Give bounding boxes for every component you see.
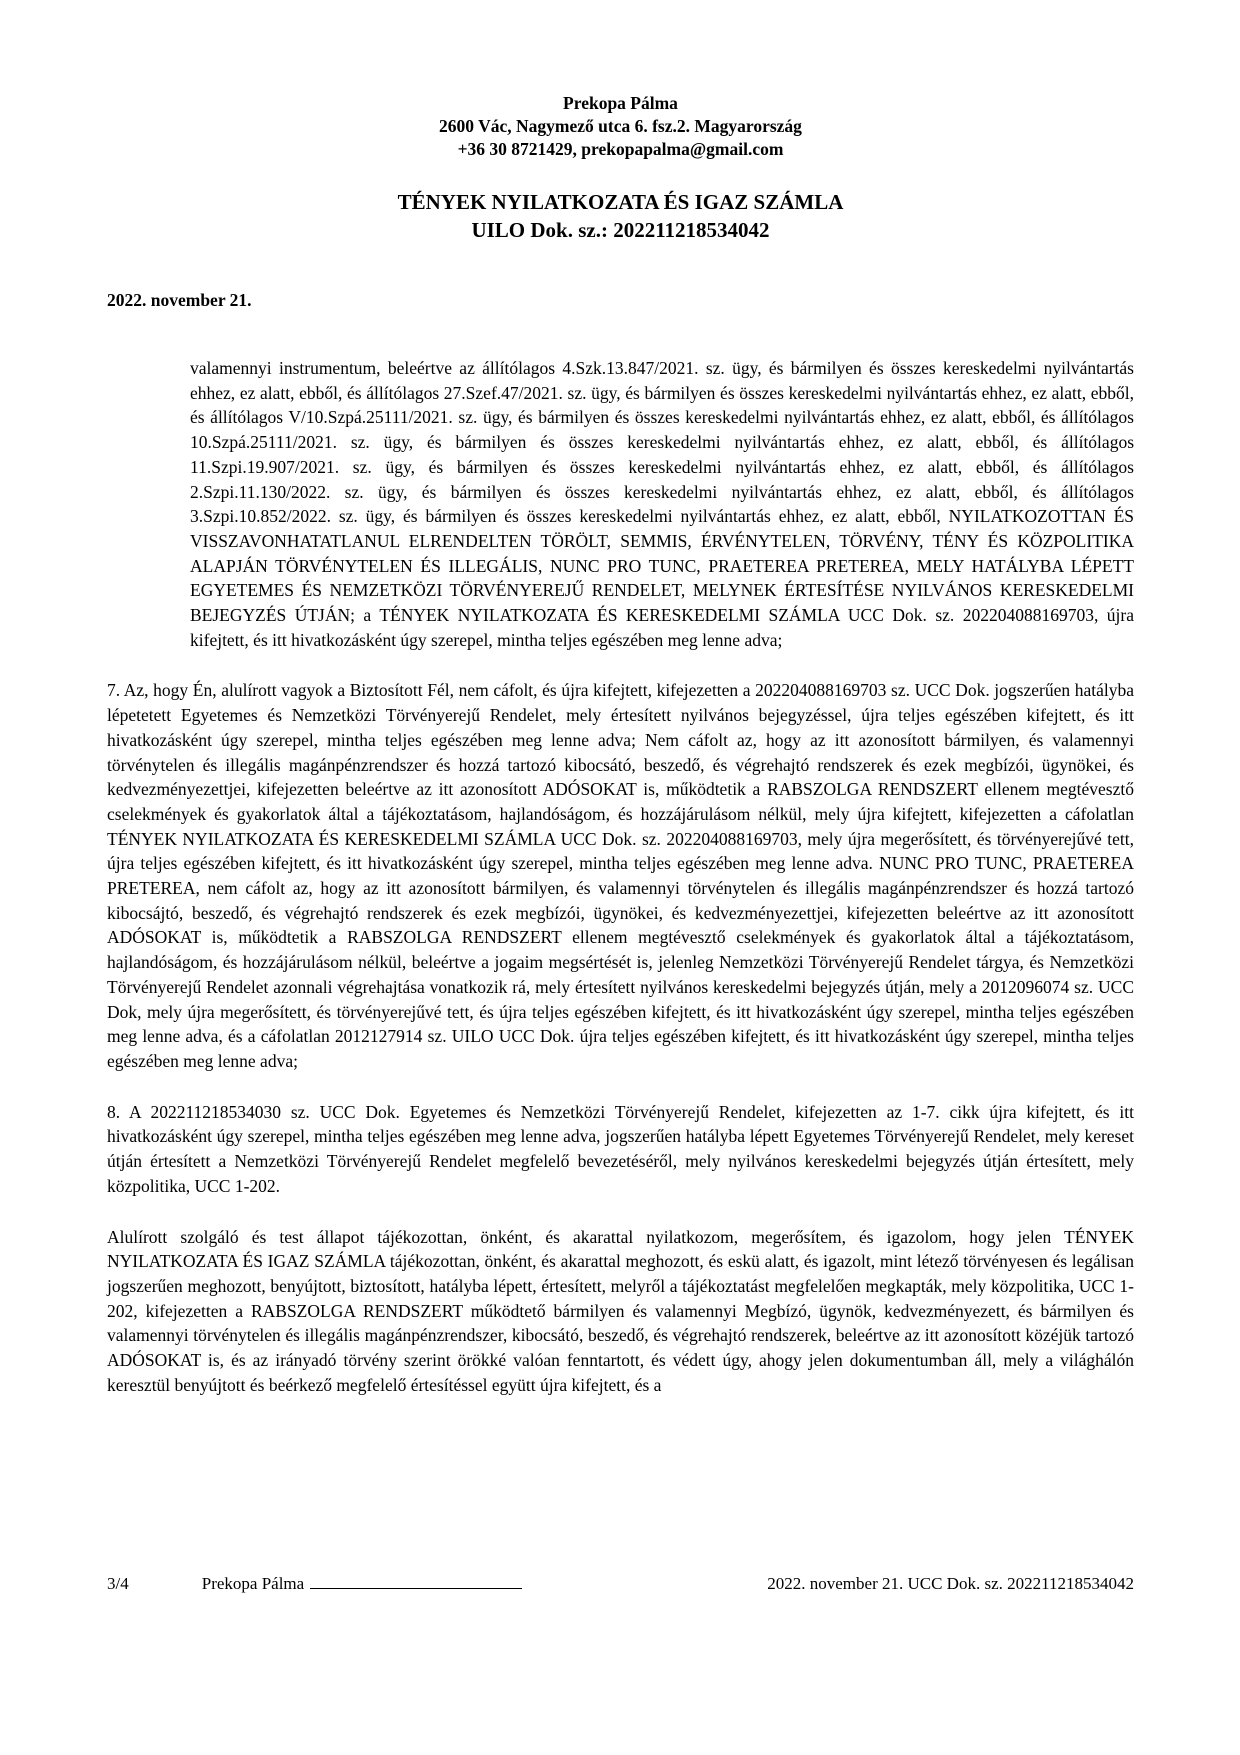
document-title-block (107, 189, 1134, 244)
author-address: 2600 Vác, Nagymező utca 6. fsz.2. Magyarország (439, 116, 802, 136)
page-footer (107, 1570, 1134, 1596)
footer-signer-name: Prekopa Pálma (201, 1574, 305, 1593)
footer-doc-reference: 2022. november 21. UCC Dok. sz. 202211218534042 (767, 1574, 1134, 1593)
signature-line (310, 1570, 522, 1589)
document-title: TÉNYEK NYILATKOZATA ÉS IGAZ SZÁMLA (397, 190, 844, 214)
paragraph-7: 7. Az, hogy Én, alulírott vagyok a Biztosított Fél, nem cáfolt, és újra kifejtett, kifejezetten a 202204088169703 sz. UCC Dok. jogszerűen hatályba lépetetett Egyetemes és Nemzetközi Törvényerejű Rendelet, mely értesített nyilvános bejegyzéssel, újra teljes egészében kifejtett, és itt hivatkozásként úgy szerepel, mintha teljes egészében meg lenne adva; Nem cáfolt az, hogy az itt azonosított bármilyen, és valamennyi törvénytelen és illegális magánpénzrendszer és hozzá tartozó kibocsátó, beszedő, és végrehajtó rendszerek és ezek megbízói, ügynökei, és kedvezményezettjei, kifejezetten beleértve az itt azonosított ADÓSOKAT is, működtetik a RABSZOLGA RENDSZERT ellenem megtévesztő cselekmények és gyakorlatok által a tájékoztatásom, hajlandóságom, és hozzájárulásom nélkül, mely újra kifejtett, kifejezetten a cáfolatlan TÉNYEK NYILATKOZATA ÉS KERESKEDELMI SZÁMLA UCC Dok. sz. 202204088169703, mely újra megerősített, és törvényerejűvé tett, újra teljes egészében kifejtett, és itt hivatkozásként úgy szerepel, mintha teljes egészében meg lenne adva. NUNC PRO TUNC, PRAETEREA PRETEREA, nem cáfolt az, hogy az itt azonosított bármilyen, és valamennyi törvénytelen és illegális magánpénzrendszer és hozzá tartozó kibocsájtó, beszedő, és végrehajtó rendszerek és ezek megbízói, ügynökei, és kedvezményezettjei, kifejezetten beleértve az itt azonosított ADÓSOKAT is, működtetik a RABSZOLGA RENDSZERT ellenem megtévesztő cselekmények és gyakorlatok által a tájékoztatásom, hajlandóságom, és hozzájárulásom nélkül, beleértve a jogaim megsértését is, jelenleg Nemzetközi Törvényerejű Rendelet tárgya, és Nemzetközi Törvényerejű Rendelet azonnali végrehajtása vonatkozik rá, mely értesített nyilvános kereskedelmi bejegyzés útján, mely a 2012096074 sz. UCC Dok, mely újra megerősített, és törvényerejűvé tett, és újra teljes egészében kifejtett, és itt hivatkozásként úgy szerepel, mintha teljes egészében meg lenne adva, és a cáfolatlan 2012127914 sz. UILO UCC Dok. újra teljes egészében kifejtett, és itt hivatkozásként úgy szerepel, mintha teljes egészében meg lenne adva; (107, 680, 1134, 1071)
document-header (107, 92, 1134, 161)
paragraph-closing: Alulírott szolgáló és test állapot tájékozottan, önként, és akarattal nyilatkozom, megerősítem, és igazolom, hogy jelen TÉNYEK NYILATKOZATA ÉS IGAZ SZÁMLA tájékozottan, önként, és akarattal meghozott, és eskü alatt, és igazolt, mint létező törvényesen és legálisan jogszerűen meghozott, benyújtott, biztosított, hatályba lépett, értesített, melyről a tájékoztatást megfelelően megkapták, mely közpolitika, UCC 1-202, kifejezetten a RABSZOLGA RENDSZERT működtető bármilyen és valamennyi Megbízó, ügynök, kedvezményezett, és bármilyen és valamennyi törvénytelen és illegális magánpénzrendszer, kibocsátó, beszedő, és végrehajtó rendszerek, beleértve az itt azonosított közéjük tartozó ADÓSOKAT is, és az irányadó törvény szerint örökké valóan fenntartott, és védett úgy, ahogy jelen dokumentumban áll, mely a világhálón keresztül benyújtott és beérkező megfelelő értesítéssel együtt újra kifejtett, és a (107, 1226, 1134, 1395)
page-number: 3/4 (107, 1574, 129, 1593)
document-number: UILO Dok. sz.: 202211218534042 (471, 217, 770, 242)
paragraph-continuation: valamennyi instrumentum, beleértve az állítólagos 4.Szk.13.847/2021. sz. ügy, és bármilyen és összes kereskedelmi nyilvántartás ehhez, ez alatt, ebből, és állítólagos 27.Szef.47/2021. sz. ügy, és bármilyen és összes kereskedelmi nyilvántartás ehhez, ez alatt, ebből, és állítólagos V/10.Szpá.25111/2021. sz. ügy, és bármilyen és összes kereskedelmi nyilvántartás ehhez, ez alatt, ebből, és állítólagos 10.Szpá.25111/2021. sz. ügy, és bármilyen és összes kereskedelmi nyilvántartás ehhez, ez alatt, ebből, és állítólagos 11.Szpi.19.907/2021. sz. ügy, és bármilyen és összes kereskedelmi nyilvántartás ehhez, ez alatt, ebből, és állítólagos 2.Szpi.11.130/2022. sz. ügy, és bármilyen és összes kereskedelmi nyilvántartás ehhez, ez alatt, ebből, és állítólagos 3.Szpi.10.852/2022. sz. ügy, és bármilyen és összes kereskedelmi nyilvántartás ehhez, ez alatt, ebből, NYILATKOZOTTAN ÉS VISSZAVONHATATLANUL ELRENDELTEN TÖRÖLT, SEMMIS, ÉRVÉNYTELEN, TÖRVÉNY, TÉNY ÉS KÖZPOLITIKA ALAPJÁN TÖRVÉNYTELEN ÉS ILLEGÁLIS, NUNC PRO TUNC, PRAETEREA PRETEREA, MELY HATÁLYBA LÉPETT EGYETEMES ÉS NEMZETKÖZI TÖRVÉNYEREJŰ RENDELET, MELYNEK ÉRTESÍTÉSE NYILVÁNOS KERESKEDELMI BEJEGYZÉS ÚTJÁN; a TÉNYEK NYILATKOZATA ÉS KERESKEDELMI SZÁMLA UCC Dok. sz. 202204088169703, újra kifejtett, és itt hivatkozásként úgy szerepel, mintha teljes egészében meg lenne adva; (190, 358, 1134, 650)
date-line: 2022. november 21. (107, 290, 252, 310)
author-name: Prekopa Pálma (563, 93, 678, 113)
paragraph-8: 8. A 202211218534030 sz. UCC Dok. Egyetemes és Nemzetközi Törvényerejű Rendelet, kifejezetten az 1-7. cikk újra kifejtett, és itt hivatkozásként úgy szerepel, mintha teljes egészében meg lenne adva, jogszerűen hatályba lépett Egyetemes Törvényerejű Rendelet, mely kereset útján értesített a Nemzetközi Törvényerejű Rendelet megfelelő bevezetéséről, mely nyilvános kereskedelmi bejegyzés útján értesített, mely közpolitika, UCC 1-202. (107, 1101, 1134, 1196)
author-contact: +36 30 8721429, prekopapalma@gmail.com (457, 139, 784, 159)
